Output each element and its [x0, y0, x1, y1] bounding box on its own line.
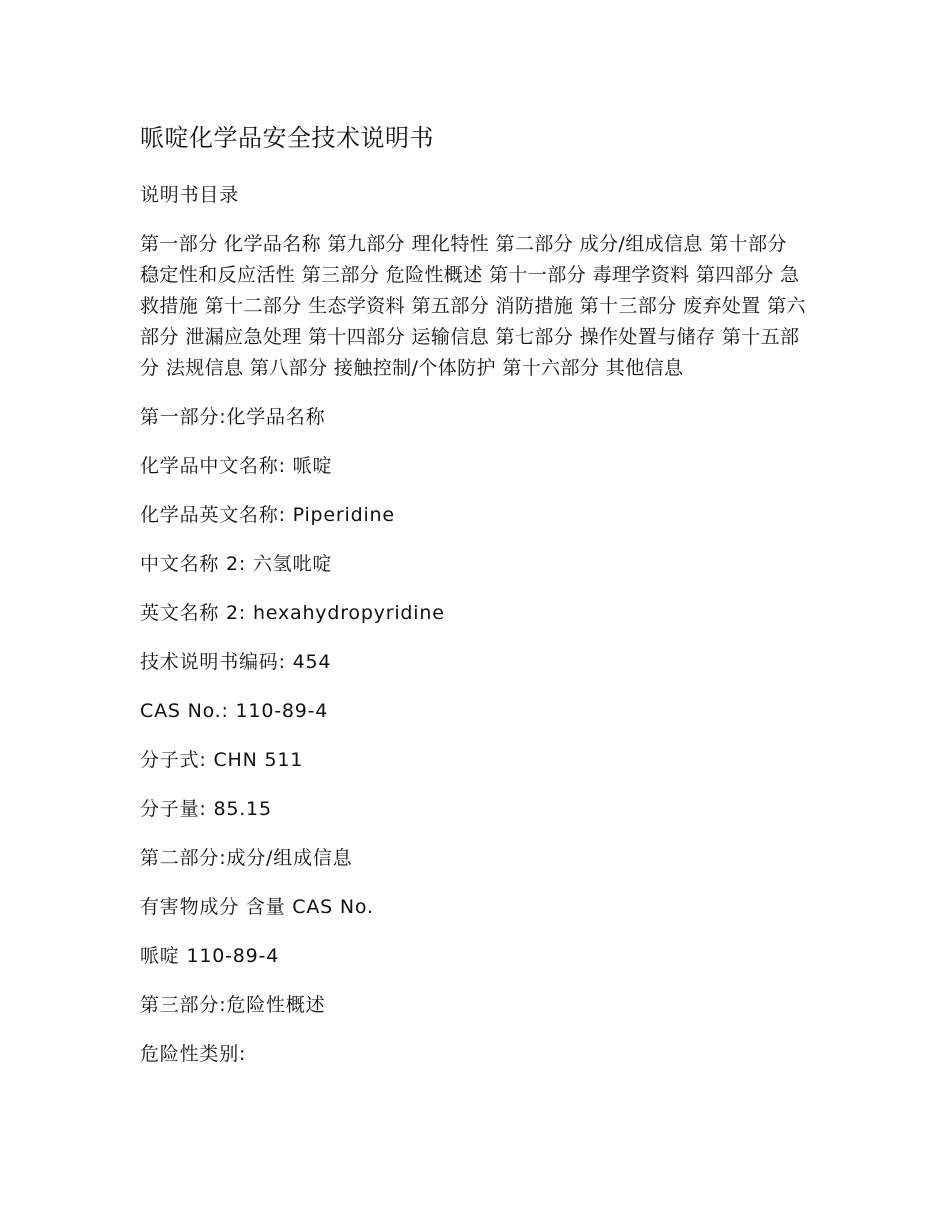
component-header-line: 有害物成分 含量 CAS No. — [140, 896, 374, 918]
section-1-heading: 第一部分:化学品名称 — [140, 406, 326, 428]
document-page — [140, 118, 810, 1088]
chinese-name-line: 化学品中文名称: 哌啶 — [140, 455, 333, 477]
cas-number-line: CAS No.: 110-89-4 — [140, 700, 329, 722]
english-name-line: 化学品英文名称: Piperidine — [140, 504, 395, 526]
spec-code-line: 技术说明书编码: 454 — [140, 651, 332, 673]
molecular-formula-line: 分子式: CHN 511 — [140, 749, 304, 771]
section-3-heading: 第三部分:危险性概述 — [140, 994, 326, 1016]
chinese-name-2-line: 中文名称 2: 六氢吡啶 — [140, 553, 333, 575]
english-name-2-line: 英文名称 2: hexahydropyridine — [140, 602, 445, 624]
section-2-heading: 第二部分:成分/组成信息 — [140, 847, 353, 869]
component-row: 哌啶 110-89-4 — [140, 945, 280, 967]
toc-text: 第一部分 化学品名称 第九部分 理化特性 第二部分 成分/组成信息 第十部分 稳定性和反应活性 第三部分 危险性概述 第十一部分 毒理学资料 第四部分 急救措施 第十二部分 生态学资料 第五部分 消防措施 第十三部分 废弃处置 第六部分 泄漏应急处理 第十四部分 运输信息 第七部分 操作处置与储存 第十五部分 法规信息 第八部分 接触控制/个体防护 第十六部分 其他信息 — [140, 233, 806, 379]
molecular-weight-line: 分子量: 85.15 — [140, 798, 272, 820]
document-title: 哌啶化学品安全技术说明书 — [140, 124, 434, 152]
hazard-category-line: 危险性类别: — [140, 1043, 247, 1065]
toc-heading: 说明书目录 — [140, 184, 240, 206]
